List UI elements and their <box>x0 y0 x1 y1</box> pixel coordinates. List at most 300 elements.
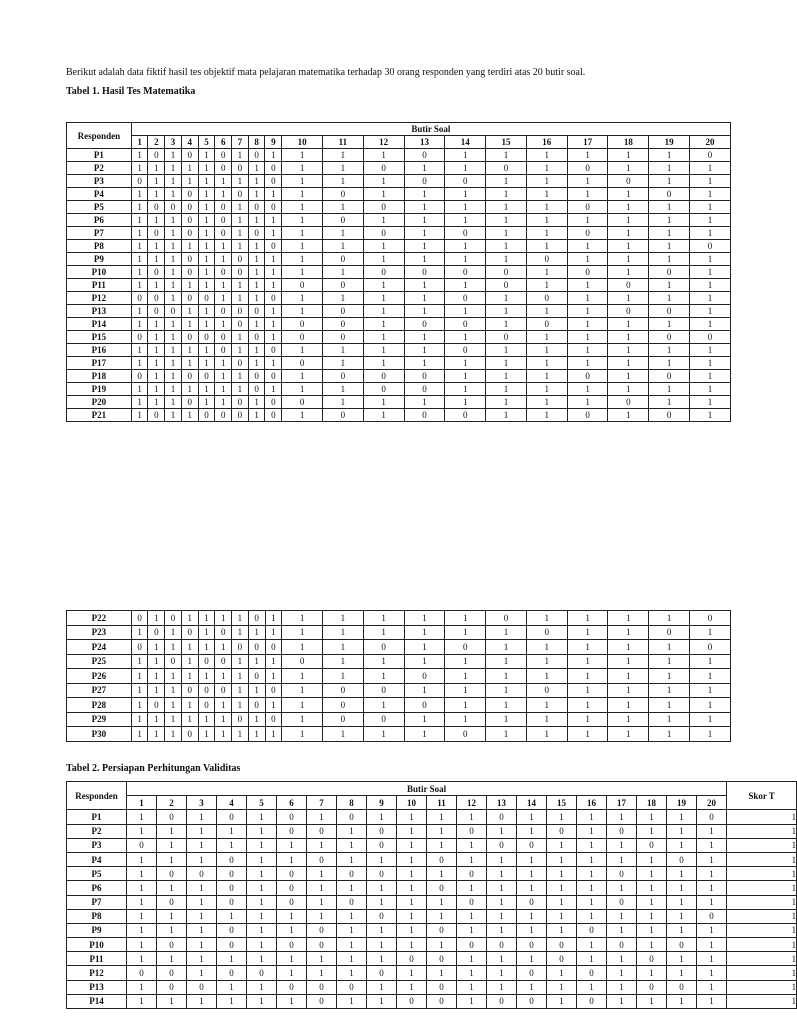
score-cell: 1 <box>165 409 182 422</box>
score-cell: 1 <box>148 175 165 188</box>
score-cell: 0 <box>457 867 487 881</box>
score-cell: 1 <box>547 923 577 937</box>
total-score-cell: 1 <box>727 952 797 966</box>
score-cell: 1 <box>404 625 445 640</box>
score-cell: 0 <box>215 409 232 422</box>
score-cell: 1 <box>486 712 527 727</box>
score-cell: 1 <box>649 727 690 742</box>
score-cell: 1 <box>649 279 690 292</box>
table-row <box>67 292 731 305</box>
score-cell: 1 <box>198 727 215 742</box>
score-cell: 0 <box>181 253 198 266</box>
score-cell: 1 <box>690 683 731 698</box>
score-cell: 0 <box>181 370 198 383</box>
score-cell: 0 <box>215 162 232 175</box>
score-cell: 0 <box>363 683 404 698</box>
score-cell: 1 <box>198 712 215 727</box>
respondent-label: P27 <box>67 683 132 698</box>
respondent-label: P19 <box>67 383 132 396</box>
score-cell: 1 <box>547 867 577 881</box>
table-row <box>67 923 797 937</box>
score-cell: 1 <box>215 640 232 655</box>
score-cell: 0 <box>232 357 249 370</box>
score-cell: 1 <box>265 318 282 331</box>
score-cell: 1 <box>690 305 731 318</box>
score-cell: 0 <box>282 279 323 292</box>
item-number-header: 16 <box>526 136 567 149</box>
score-cell: 1 <box>217 994 247 1008</box>
score-cell: 1 <box>215 357 232 370</box>
score-cell: 1 <box>232 344 249 357</box>
table-row <box>67 727 731 742</box>
items-group-header: Butir Soal <box>127 782 727 796</box>
score-cell: 1 <box>445 357 486 370</box>
score-cell: 1 <box>127 923 157 937</box>
score-cell: 1 <box>457 881 487 895</box>
score-cell: 1 <box>457 994 487 1008</box>
score-cell: 1 <box>127 952 157 966</box>
score-cell: 1 <box>127 994 157 1008</box>
score-cell: 1 <box>445 214 486 227</box>
score-cell: 1 <box>307 838 337 852</box>
score-cell: 1 <box>198 162 215 175</box>
score-cell: 0 <box>198 654 215 669</box>
score-cell: 1 <box>248 279 265 292</box>
score-cell: 1 <box>517 867 547 881</box>
score-cell: 1 <box>165 344 182 357</box>
respondent-label: P13 <box>67 980 127 994</box>
score-cell: 1 <box>181 175 198 188</box>
score-cell: 1 <box>404 279 445 292</box>
score-cell: 0 <box>322 409 363 422</box>
score-cell: 1 <box>404 305 445 318</box>
item-number-header: 20 <box>690 136 731 149</box>
score-cell: 0 <box>397 952 427 966</box>
score-cell: 1 <box>148 654 165 669</box>
score-cell: 1 <box>649 654 690 669</box>
score-cell: 1 <box>445 149 486 162</box>
total-score-cell: 1 <box>727 909 797 923</box>
score-cell: 0 <box>517 838 547 852</box>
score-cell: 1 <box>397 838 427 852</box>
total-score-cell: 1 <box>727 852 797 866</box>
score-cell: 0 <box>457 824 487 838</box>
score-cell: 1 <box>526 611 567 626</box>
score-cell: 0 <box>363 201 404 214</box>
score-cell: 1 <box>427 909 457 923</box>
table-row <box>67 357 731 370</box>
score-cell: 0 <box>607 938 637 952</box>
score-cell: 1 <box>131 344 148 357</box>
score-cell: 1 <box>608 188 649 201</box>
score-cell: 1 <box>265 357 282 370</box>
score-cell: 0 <box>337 867 367 881</box>
table-row <box>67 370 731 383</box>
respondent-label: P16 <box>67 344 132 357</box>
table-row <box>67 683 731 698</box>
score-cell: 1 <box>247 923 277 937</box>
table-row <box>67 852 797 866</box>
score-cell: 0 <box>567 227 608 240</box>
score-cell: 1 <box>526 162 567 175</box>
score-cell: 0 <box>404 266 445 279</box>
score-cell: 1 <box>187 852 217 866</box>
score-cell: 1 <box>697 994 727 1008</box>
score-cell: 1 <box>337 923 367 937</box>
score-cell: 0 <box>181 227 198 240</box>
score-cell: 1 <box>337 966 367 980</box>
score-cell: 0 <box>232 162 249 175</box>
score-cell: 0 <box>232 318 249 331</box>
score-cell: 1 <box>637 966 667 980</box>
score-cell: 1 <box>265 383 282 396</box>
score-cell: 1 <box>131 683 148 698</box>
score-cell: 1 <box>265 214 282 227</box>
score-cell: 1 <box>148 383 165 396</box>
score-cell: 0 <box>649 409 690 422</box>
table-row <box>67 383 731 396</box>
score-cell: 0 <box>215 625 232 640</box>
score-cell: 0 <box>649 625 690 640</box>
score-cell: 1 <box>367 952 397 966</box>
score-cell: 0 <box>127 838 157 852</box>
score-cell: 1 <box>427 867 457 881</box>
score-cell: 1 <box>282 266 323 279</box>
score-cell: 1 <box>486 698 527 713</box>
score-cell: 1 <box>577 895 607 909</box>
score-cell: 1 <box>567 188 608 201</box>
score-cell: 1 <box>547 852 577 866</box>
score-cell: 1 <box>649 253 690 266</box>
score-cell: 1 <box>649 318 690 331</box>
score-cell: 1 <box>187 923 217 937</box>
score-cell: 0 <box>232 266 249 279</box>
score-cell: 0 <box>637 952 667 966</box>
score-cell: 1 <box>187 966 217 980</box>
score-cell: 0 <box>567 162 608 175</box>
score-cell: 0 <box>232 305 249 318</box>
score-cell: 1 <box>363 396 404 409</box>
score-cell: 0 <box>307 852 337 866</box>
score-cell: 1 <box>608 201 649 214</box>
score-cell: 1 <box>337 909 367 923</box>
score-cell: 1 <box>198 175 215 188</box>
score-cell: 1 <box>649 669 690 684</box>
score-cell: 1 <box>248 683 265 698</box>
score-cell: 0 <box>307 824 337 838</box>
score-cell: 1 <box>445 654 486 669</box>
score-cell: 1 <box>517 824 547 838</box>
table1-caption: Tabel 1. Hasil Tes Matematika <box>66 86 196 97</box>
score-cell: 1 <box>649 712 690 727</box>
score-cell: 0 <box>148 149 165 162</box>
score-cell: 0 <box>667 938 697 952</box>
score-cell: 1 <box>690 654 731 669</box>
score-cell: 1 <box>282 640 323 655</box>
score-cell: 0 <box>363 640 404 655</box>
item-number-header: 19 <box>649 136 690 149</box>
score-cell: 0 <box>215 201 232 214</box>
score-cell: 1 <box>486 409 527 422</box>
score-cell: 1 <box>217 909 247 923</box>
score-cell: 1 <box>445 396 486 409</box>
respondent-header: Responden <box>67 123 132 149</box>
score-cell: 1 <box>607 980 637 994</box>
item-number-header: 9 <box>367 796 397 810</box>
score-cell: 1 <box>427 966 457 980</box>
score-cell: 1 <box>608 227 649 240</box>
score-cell: 1 <box>322 292 363 305</box>
respondent-label: P30 <box>67 727 132 742</box>
score-cell: 1 <box>608 683 649 698</box>
score-cell: 1 <box>608 698 649 713</box>
item-number-header: 20 <box>697 796 727 810</box>
score-cell: 1 <box>445 201 486 214</box>
item-number-header: 18 <box>637 796 667 810</box>
score-cell: 0 <box>127 966 157 980</box>
score-cell: 1 <box>165 149 182 162</box>
score-cell: 1 <box>232 227 249 240</box>
score-cell: 0 <box>526 253 567 266</box>
score-cell: 1 <box>165 683 182 698</box>
score-cell: 1 <box>445 698 486 713</box>
respondent-label: P9 <box>67 923 127 937</box>
score-cell: 1 <box>487 867 517 881</box>
score-cell: 1 <box>608 654 649 669</box>
score-cell: 0 <box>157 867 187 881</box>
score-cell: 1 <box>404 712 445 727</box>
table-row <box>67 214 731 227</box>
score-cell: 1 <box>322 162 363 175</box>
score-cell: 1 <box>526 240 567 253</box>
score-cell: 1 <box>282 253 323 266</box>
total-score-cell: 1 <box>727 838 797 852</box>
score-cell: 1 <box>181 383 198 396</box>
score-cell: 1 <box>577 881 607 895</box>
score-cell: 1 <box>367 810 397 824</box>
score-cell: 1 <box>608 331 649 344</box>
total-score-cell: 1 <box>727 923 797 937</box>
score-cell: 1 <box>198 640 215 655</box>
score-cell: 1 <box>187 938 217 952</box>
score-cell: 1 <box>265 331 282 344</box>
score-cell: 0 <box>131 611 148 626</box>
score-cell: 1 <box>148 712 165 727</box>
score-cell: 0 <box>457 938 487 952</box>
score-cell: 1 <box>608 611 649 626</box>
respondent-label: P14 <box>67 318 132 331</box>
score-cell: 0 <box>165 201 182 214</box>
score-cell: 1 <box>567 669 608 684</box>
score-cell: 1 <box>282 727 323 742</box>
score-cell: 0 <box>265 640 282 655</box>
score-cell: 0 <box>157 966 187 980</box>
score-cell: 1 <box>567 727 608 742</box>
respondent-label: P25 <box>67 654 132 669</box>
score-cell: 0 <box>131 175 148 188</box>
table-row <box>67 318 731 331</box>
score-cell: 0 <box>265 409 282 422</box>
score-cell: 1 <box>165 188 182 201</box>
score-cell: 1 <box>265 669 282 684</box>
score-cell: 0 <box>367 909 397 923</box>
score-cell: 1 <box>577 952 607 966</box>
score-cell: 0 <box>181 683 198 698</box>
score-cell: 1 <box>486 188 527 201</box>
score-cell: 1 <box>127 909 157 923</box>
table-row <box>67 409 731 422</box>
score-cell: 1 <box>526 266 567 279</box>
score-cell: 1 <box>517 980 547 994</box>
item-number-header: 2 <box>148 136 165 149</box>
score-cell: 0 <box>445 318 486 331</box>
score-cell: 1 <box>486 305 527 318</box>
score-cell: 1 <box>637 852 667 866</box>
score-cell: 1 <box>649 240 690 253</box>
score-cell: 1 <box>367 881 397 895</box>
score-cell: 0 <box>265 712 282 727</box>
score-cell: 0 <box>517 966 547 980</box>
score-cell: 1 <box>165 727 182 742</box>
score-cell: 1 <box>577 938 607 952</box>
score-cell: 1 <box>248 175 265 188</box>
score-cell: 1 <box>649 201 690 214</box>
item-number-header: 1 <box>131 136 148 149</box>
respondent-label: P15 <box>67 331 132 344</box>
score-cell: 0 <box>322 318 363 331</box>
table1-continuation <box>66 610 731 742</box>
respondent-label: P18 <box>67 370 132 383</box>
score-cell: 0 <box>445 640 486 655</box>
score-cell: 1 <box>232 149 249 162</box>
score-cell: 0 <box>157 810 187 824</box>
respondent-label: P8 <box>67 909 127 923</box>
score-cell: 0 <box>217 938 247 952</box>
item-number-header: 1 <box>127 796 157 810</box>
score-cell: 0 <box>181 201 198 214</box>
score-cell: 0 <box>607 895 637 909</box>
score-cell: 1 <box>608 370 649 383</box>
table-row <box>67 331 731 344</box>
total-score-cell: 1 <box>727 994 797 1008</box>
score-cell: 1 <box>637 867 667 881</box>
score-cell: 1 <box>198 214 215 227</box>
score-cell: 0 <box>277 980 307 994</box>
score-cell: 1 <box>232 654 249 669</box>
score-cell: 0 <box>307 923 337 937</box>
score-cell: 1 <box>232 370 249 383</box>
score-cell: 0 <box>232 396 249 409</box>
score-cell: 1 <box>181 654 198 669</box>
score-cell: 0 <box>445 227 486 240</box>
score-cell: 1 <box>181 712 198 727</box>
score-cell: 1 <box>690 344 731 357</box>
score-cell: 0 <box>282 331 323 344</box>
score-cell: 1 <box>607 838 637 852</box>
score-cell: 1 <box>198 305 215 318</box>
score-cell: 1 <box>232 625 249 640</box>
respondent-label: P28 <box>67 698 132 713</box>
table-row <box>67 611 731 626</box>
score-cell: 0 <box>232 253 249 266</box>
score-cell: 1 <box>547 895 577 909</box>
score-cell: 1 <box>690 279 731 292</box>
score-cell: 1 <box>445 611 486 626</box>
score-cell: 1 <box>131 227 148 240</box>
score-cell: 0 <box>567 266 608 279</box>
score-cell: 0 <box>608 396 649 409</box>
score-cell: 1 <box>487 852 517 866</box>
score-cell: 0 <box>322 305 363 318</box>
score-cell: 1 <box>215 611 232 626</box>
score-cell: 1 <box>567 279 608 292</box>
score-cell: 1 <box>131 188 148 201</box>
score-cell: 1 <box>367 923 397 937</box>
score-cell: 1 <box>608 253 649 266</box>
score-cell: 0 <box>577 966 607 980</box>
score-cell: 1 <box>265 625 282 640</box>
score-cell: 1 <box>697 895 727 909</box>
score-cell: 0 <box>690 331 731 344</box>
score-cell: 1 <box>232 669 249 684</box>
score-cell: 0 <box>486 266 527 279</box>
item-number-header: 7 <box>307 796 337 810</box>
score-cell: 1 <box>217 952 247 966</box>
score-cell: 0 <box>486 279 527 292</box>
score-cell: 1 <box>577 810 607 824</box>
item-number-header: 14 <box>445 136 486 149</box>
score-cell: 1 <box>265 149 282 162</box>
score-cell: 1 <box>127 881 157 895</box>
score-cell: 1 <box>690 175 731 188</box>
score-cell: 1 <box>265 266 282 279</box>
score-cell: 1 <box>323 611 364 626</box>
score-cell: 1 <box>265 279 282 292</box>
score-cell: 1 <box>198 240 215 253</box>
score-cell: 1 <box>363 344 404 357</box>
score-cell: 1 <box>282 344 323 357</box>
score-cell: 1 <box>265 188 282 201</box>
item-number-header: 18 <box>608 136 649 149</box>
score-cell: 1 <box>690 383 731 396</box>
score-cell: 0 <box>248 611 265 626</box>
score-cell: 1 <box>526 227 567 240</box>
score-cell: 0 <box>181 188 198 201</box>
respondent-label: P26 <box>67 669 132 684</box>
score-cell: 1 <box>363 669 404 684</box>
score-cell: 1 <box>247 909 277 923</box>
score-cell: 0 <box>181 292 198 305</box>
respondent-label: P29 <box>67 712 132 727</box>
score-cell: 0 <box>404 175 445 188</box>
score-cell: 0 <box>181 214 198 227</box>
table2-validity <box>66 781 797 1009</box>
score-cell: 1 <box>397 909 427 923</box>
score-cell: 0 <box>148 227 165 240</box>
score-cell: 0 <box>157 938 187 952</box>
score-cell: 1 <box>247 938 277 952</box>
score-cell: 1 <box>232 279 249 292</box>
score-cell: 0 <box>577 923 607 937</box>
respondent-label: P3 <box>67 175 132 188</box>
respondent-header: Responden <box>67 782 127 810</box>
score-cell: 1 <box>363 357 404 370</box>
score-cell: 1 <box>427 838 457 852</box>
score-cell: 1 <box>247 852 277 866</box>
score-cell: 1 <box>526 669 567 684</box>
score-cell: 0 <box>649 305 690 318</box>
score-cell: 1 <box>322 175 363 188</box>
